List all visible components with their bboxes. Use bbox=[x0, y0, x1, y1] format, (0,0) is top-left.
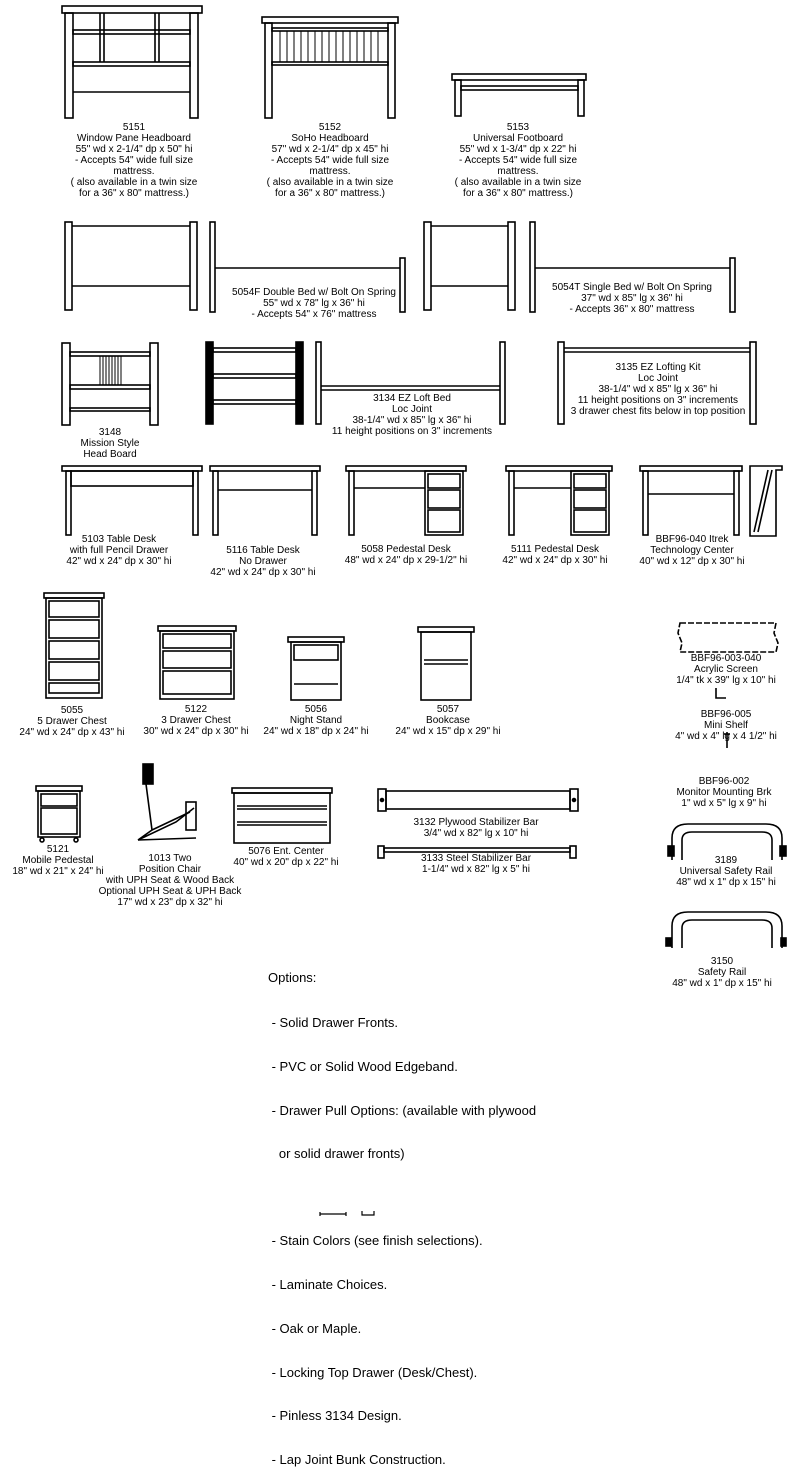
drawing-3148-headboard bbox=[62, 343, 158, 425]
drawing-5057-bookcase bbox=[418, 627, 474, 700]
caption-3135: 3135 EZ Lofting Kit Loc Joint 38-1/4" wd x 85" lg x 36" hi 11 height positions on 3" increments 3 drawer chest fits below in top position bbox=[570, 362, 746, 417]
drawing-3150-safety-rail bbox=[666, 912, 786, 948]
option-line: - Oak or Maple. bbox=[268, 1320, 362, 1336]
caption-bbf96-003-040: BBF96-003-040 Acrylic Screen 1/4" tk x 39" lg x 10" hi bbox=[676, 653, 776, 686]
drawing-5058-desk bbox=[346, 466, 466, 535]
drawing-5121-pedestal bbox=[36, 786, 82, 842]
caption-5121: 5121 Mobile Pedestal 18" wd x 21" x 24" hi bbox=[12, 844, 104, 877]
caption-5152: 5152 SoHo Headboard 57" wd x 2-1/4" dp x 45" hi - Accepts 54" wide full size mattress. ( also available in a twin size for a 36" x 80" mattress.) bbox=[266, 122, 394, 199]
caption-5076: 5076 Ent. Center 40" wd x 20" dp x 22" hi bbox=[233, 846, 339, 868]
drawing-3132-stabilizer-bar bbox=[378, 789, 578, 811]
option-line: - PVC or Solid Wood Edgeband. bbox=[268, 1058, 458, 1074]
option-line: - Laminate Choices. bbox=[268, 1277, 388, 1293]
caption-bbf96-040: BBF96-040 Itrek Technology Center 40" wd x 12" dp x 30" hi bbox=[639, 534, 745, 567]
option-line: - Locking Top Drawer (Desk/Chest). bbox=[268, 1364, 478, 1380]
caption-bbf96-005: BBF96-005 Mini Shelf 4" wd x 4" lg x 4 1/2" hi bbox=[675, 709, 777, 742]
option-line: - Pinless 3134 Design. bbox=[268, 1408, 402, 1424]
drawing-5111-desk bbox=[506, 466, 612, 535]
drawing-5153-footboard bbox=[452, 74, 586, 116]
drawing-5152-headboard bbox=[262, 17, 398, 118]
drawing-5116-desk bbox=[210, 466, 320, 535]
caption-5151: 5151 Window Pane Headboard 55" wd x 2-1/4" dp x 50" hi - Accepts 54" wide full size mattress. ( also available in a twin size for a 36" x 80" mattress.) bbox=[70, 122, 198, 199]
caption-3148: 3148 Mission Style Head Board bbox=[80, 427, 140, 460]
drawing-5151-headboard bbox=[62, 6, 202, 118]
caption-5153: 5153 Universal Footboard 55" wd x 1-3/4" dp x 22" hi - Accepts 54" wide full size mattress. ( also available in a twin size for a 36" x 80" mattress.) bbox=[454, 122, 582, 199]
options-list bbox=[268, 942, 536, 1482]
caption-5055: 5055 5 Drawer Chest 24" wd x 24" dp x 43" hi bbox=[19, 705, 125, 738]
drawer-pull-options-illustration bbox=[268, 1191, 536, 1205]
caption-5054t: 5054T Single Bed w/ Bolt On Spring 37" wd x 85" lg x 36" hi - Accepts 36" x 80" mattress bbox=[552, 282, 712, 315]
drawing-5103-desk bbox=[62, 466, 202, 535]
option-line: or solid drawer fronts) bbox=[268, 1146, 405, 1162]
drawing-bbf96-003-040-screen bbox=[678, 623, 778, 652]
caption-3189: 3189 Universal Safety Rail 48" wd x 1" dp x 15" hi bbox=[676, 855, 776, 888]
caption-5056: 5056 Night Stand 24" wd x 18" dp x 24" hi bbox=[263, 704, 369, 737]
drawing-5076-ent-center bbox=[232, 788, 332, 843]
caption-5057: 5057 Bookcase 24" wd x 15" dp x 29" hi bbox=[395, 704, 501, 737]
drawing-bbf96-005-shelf bbox=[716, 688, 726, 698]
caption-5103: 5103 Table Desk with full Pencil Drawer 42" wd x 24" dp x 30" hi bbox=[66, 534, 172, 567]
option-line: - Drawer Pull Options: (available with plywood bbox=[268, 1102, 537, 1118]
caption-5116: 5116 Table Desk No Drawer 42" wd x 24" dp x 30" hi bbox=[210, 545, 316, 578]
drawing-bbf96-040-technology-center bbox=[640, 466, 782, 536]
caption-1013: 1013 Two Position Chair with UPH Seat & Wood Back Optional UPH Seat & UPH Back 17" wd x 23" dp x 32" hi bbox=[98, 853, 242, 908]
caption-5122: 5122 3 Drawer Chest 30" wd x 24" dp x 30" hi bbox=[143, 704, 249, 737]
drawing-5055-chest bbox=[44, 593, 104, 698]
caption-3133: 3133 Steel Stabilizer Bar 1-1/4" wd x 82" lg x 5" hi bbox=[420, 853, 532, 875]
drawing-5056-night-stand bbox=[288, 637, 344, 700]
drawing-1013-chair bbox=[138, 764, 196, 840]
option-line: - Stain Colors (see finish selections). bbox=[268, 1233, 483, 1249]
caption-5058: 5058 Pedestal Desk 48" wd x 24" dp x 29-1/2" hi bbox=[344, 544, 468, 566]
caption-3150: 3150 Safety Rail 48" wd x 1" dp x 15" hi bbox=[672, 956, 772, 989]
caption-5054f: 5054F Double Bed w/ Bolt On Spring 55" wd x 78" lg x 36" hi - Accepts 54" x 76" mattress bbox=[232, 287, 396, 320]
caption-3134: 3134 EZ Loft Bed Loc Joint 38-1/4" wd x 85" lg x 36" hi 11 height positions on 3" increments bbox=[331, 393, 493, 437]
options-title: Options: bbox=[268, 970, 317, 986]
option-line: - Lap Joint Bunk Construction. bbox=[268, 1452, 446, 1468]
caption-bbf96-002: BBF96-002 Monitor Mounting Brk 1" wd x 5" lg x 9" hi bbox=[676, 776, 772, 809]
drawing-5122-chest bbox=[158, 626, 236, 699]
caption-5111: 5111 Pedestal Desk 42" wd x 24" dp x 30" hi bbox=[502, 544, 608, 566]
caption-3132: 3132 Plywood Stabilizer Bar 3/4" wd x 82" lg x 10" hi bbox=[413, 817, 539, 839]
option-line: - Solid Drawer Fronts. bbox=[268, 1014, 399, 1030]
